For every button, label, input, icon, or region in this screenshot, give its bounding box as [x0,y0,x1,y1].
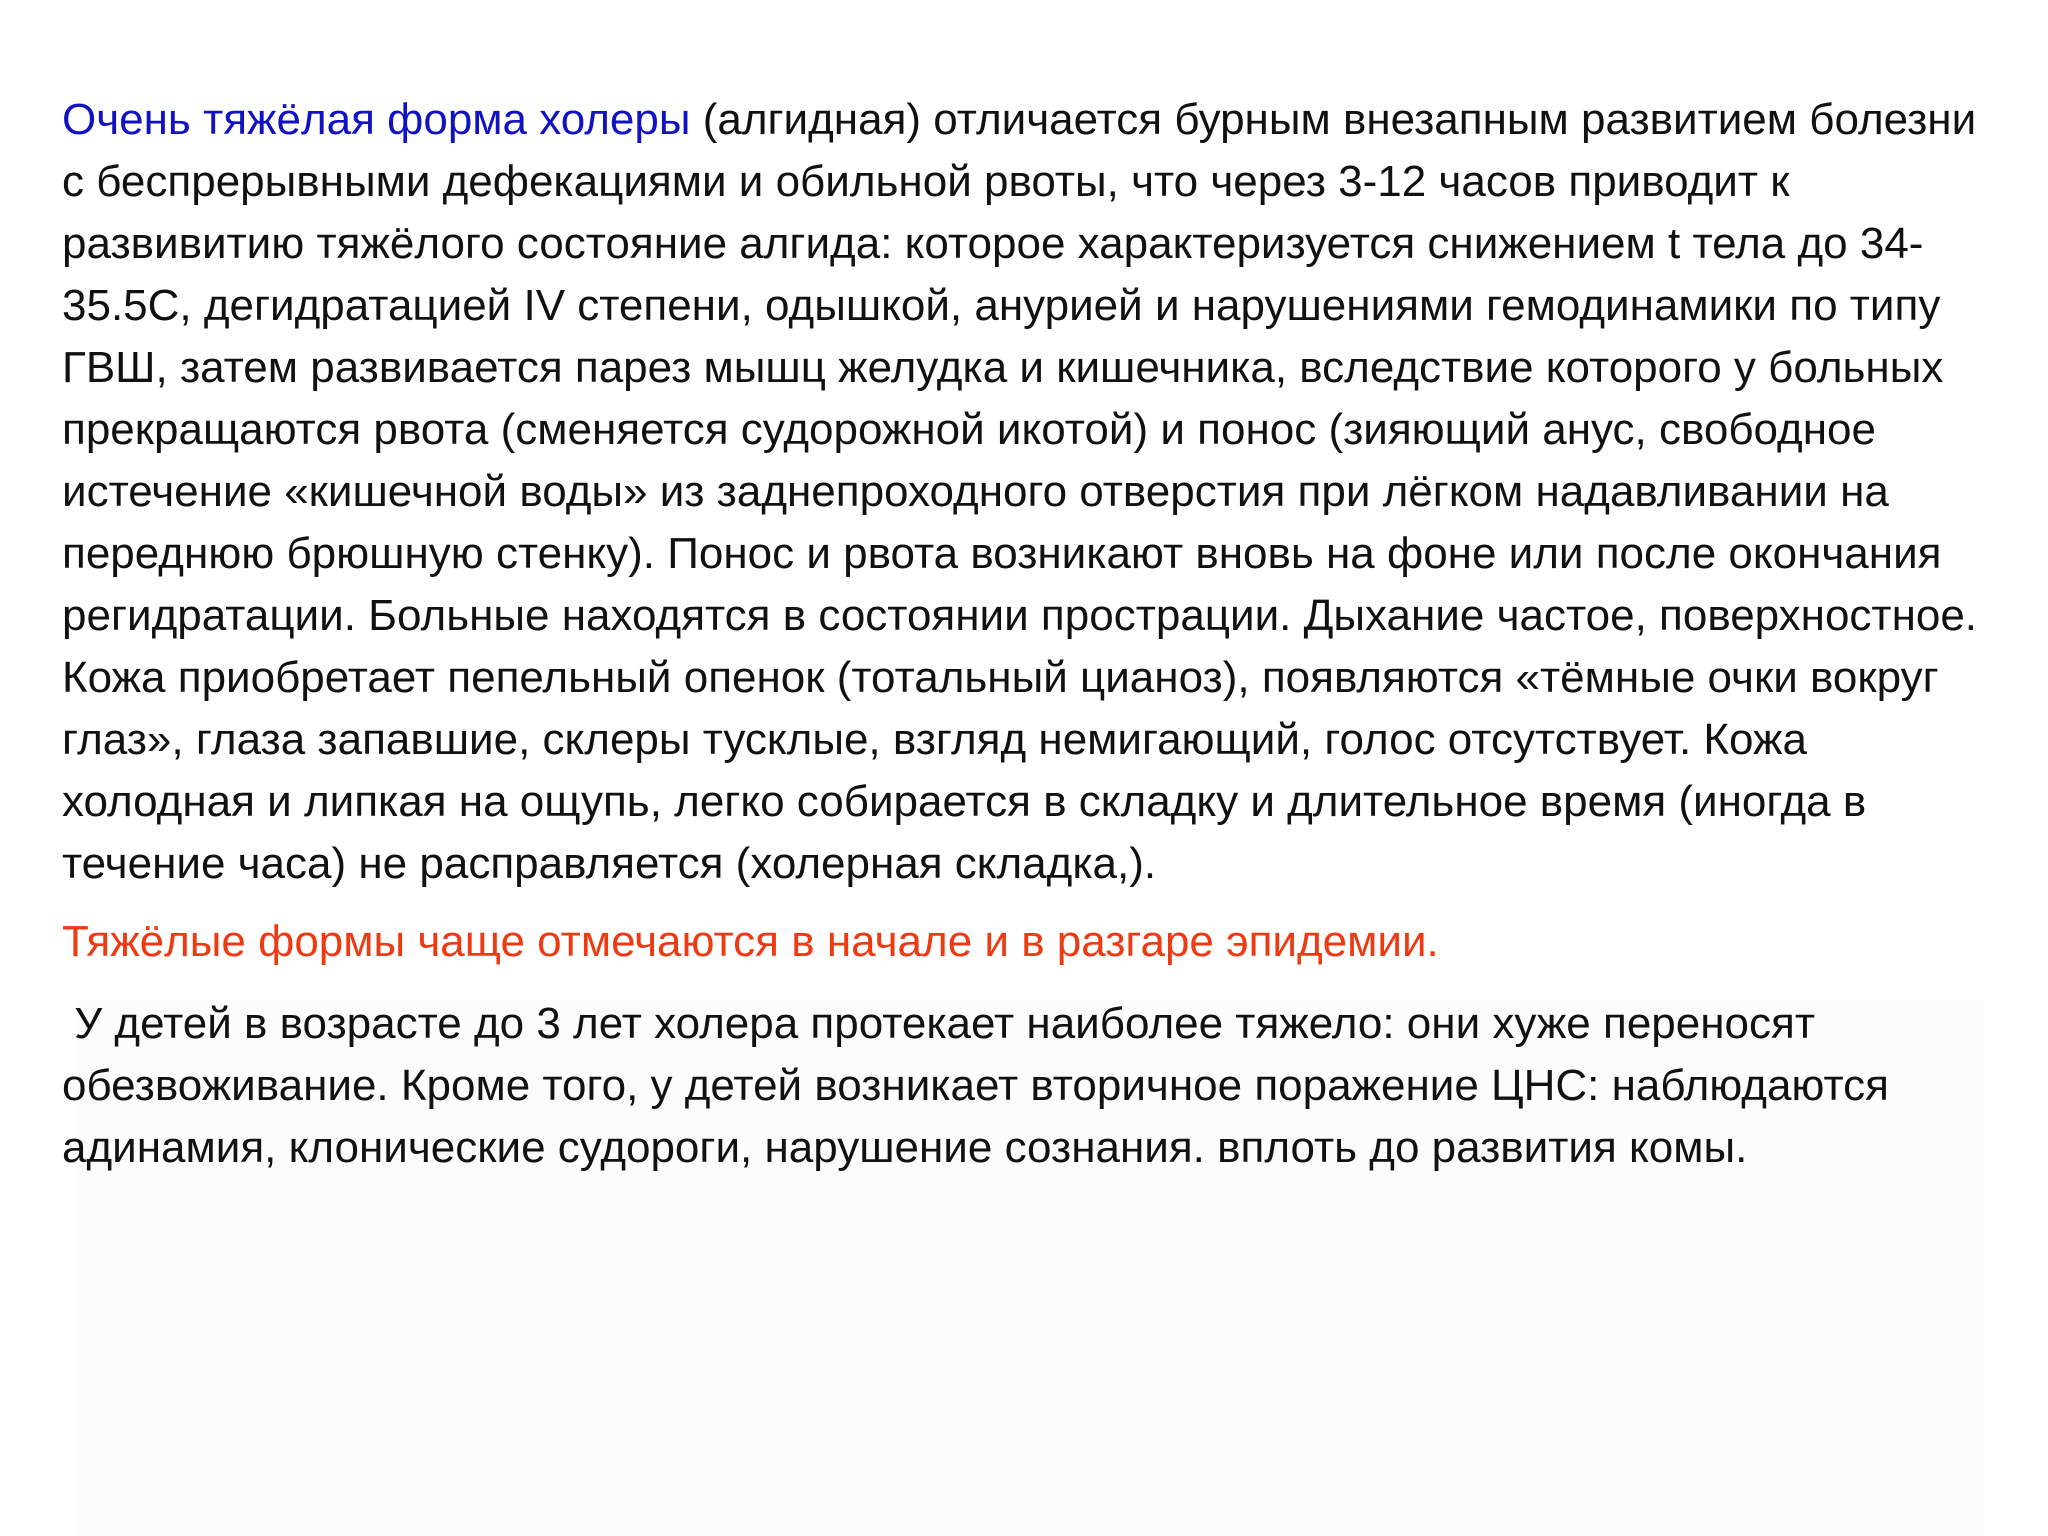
slide-content [62,89,2002,1179]
severe-form-heading: Очень тяжёлая форма холеры [62,95,691,144]
paragraph-children: У детей в возрасте до 3 лет холера протекает наиболее тяжело: они хуже переносят обезвоживание. Кроме того, у детей возникает вторичное поражение ЦНС: наблюдаются адинамия, клонические судороги, нарушение сознания. вплоть до развития комы. [62,999,1902,1172]
paragraph-severe-form [62,89,2002,895]
paragraph-epidemic-note: Тяжёлые формы чаще отмечаются в начале и в разгаре эпидемии. [62,917,1439,966]
severe-form-description: (алгидная) отличается бурным внезапным развитием болезни с беспрерывными дефекациями и обильной рвоты, что через 3-12 часов приводит к развивитию тяжёлого состояние алгида: которое характеризуется снижением t тела до 34- 35.5С, дегидратацией IV степени, одышкой, анурией и нарушениями гемодинамики по типу ГВШ, затем развивается парез мышц желудка и кишечника, вследствие которого у больных прекращаются рвота (сменяется судорожной икотой) и понос (зияющий анус, свободное истечение «кишечной воды» из заднепроходного отверстия при лёгком надавливании на переднюю брюшную стенку). Понос и рвота возникают вновь на фоне или после окончания регидратации. Больные находятся в состоянии прострации. Дыхание частое, поверхностное. Кожа приобретает пепельный опенок (тотальный цианоз), появляются «тёмные очки вокруг глаз», глаза запавшие, склеры тусклые, взгляд немигающий, голос отсутствует. Кожа холодная и липкая на ощупь, легко собирается в складку и длительное время (иногда в течение часа) не расправляется (холерная складка,). [62,95,1978,888]
